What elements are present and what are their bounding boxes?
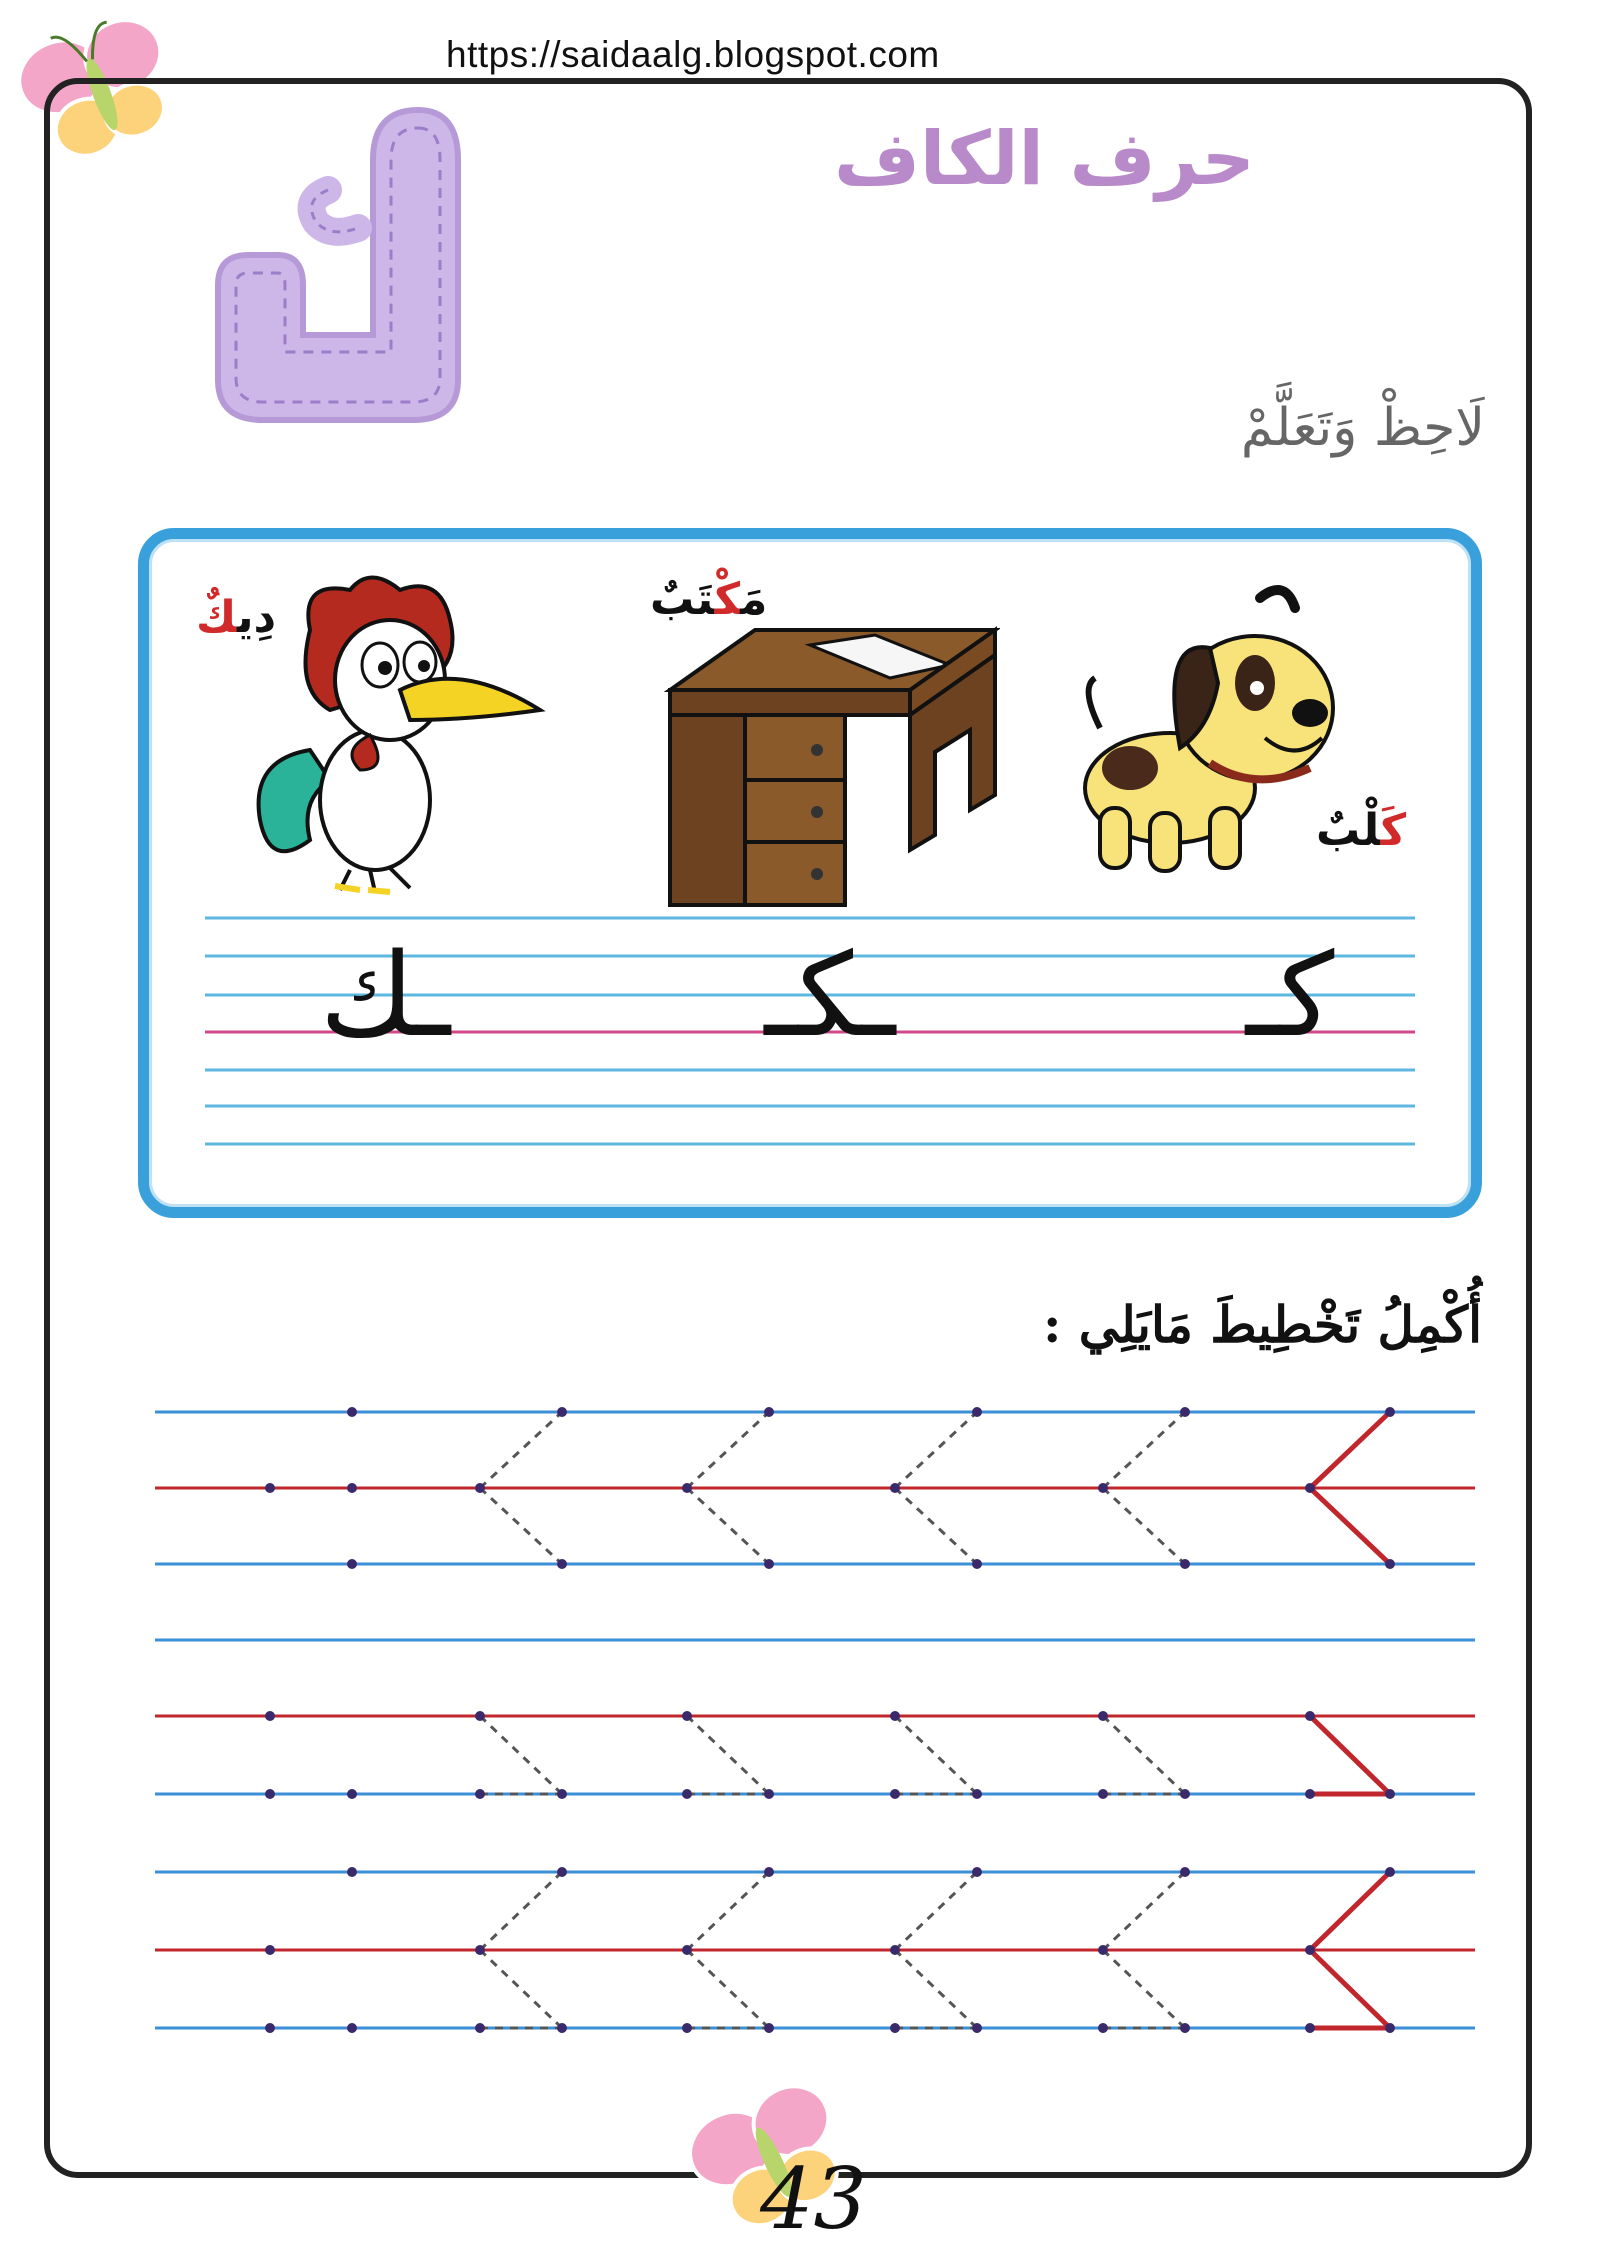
guide-dot [347,1789,357,1799]
hook-stroke [1310,1716,1390,1794]
chevron-stroke [1310,1488,1390,1564]
big-letter-kaf-graphic [208,80,468,460]
guide-dot [475,2023,485,2033]
guide-dot [1098,1945,1108,1955]
guide-dot [764,1407,774,1417]
guide-dot [1305,1945,1315,1955]
guide-dot [972,1789,982,1799]
chevron-stroke [1103,1412,1185,1488]
guide-dot [972,2023,982,2033]
exercise-instruction: أُكْمِلُ تَخْطِيطَ مَايَلِي : [1042,1295,1482,1354]
chevron-stroke [687,1412,769,1488]
kaf-stroke [1103,1872,1185,1950]
guide-dot [1098,1711,1108,1721]
guide-dot [557,1407,567,1417]
guide-dot [1180,1789,1190,1799]
kaf-stroke [1310,1950,1390,2028]
guide-dot [557,1867,567,1877]
guide-dot [1305,1789,1315,1799]
hook-stroke [687,1716,769,1794]
guide-dot [682,1945,692,1955]
kaf-stroke [895,1950,977,2028]
guide-dot [347,2023,357,2033]
guide-dot [265,2023,275,2033]
source-url: https://saidaalg.blogspot.com [446,34,940,75]
guide-dot [1385,2023,1395,2033]
dog-icon [1060,578,1360,878]
guide-dot [265,1483,275,1493]
word-dog: كَلْبٌ [1316,805,1407,856]
guide-dot [265,1789,275,1799]
guide-dot [890,1945,900,1955]
page-number: 43 [760,2150,867,2248]
chevron-stroke [480,1488,562,1564]
guide-dot [1180,1559,1190,1569]
hook-stroke [1103,1716,1185,1794]
kaf-stroke [1310,1872,1390,1950]
observe-learn-heading: لَاحِظْ وَتَعَلَّمْ [1240,398,1485,458]
rooster-icon [240,570,550,900]
guide-dot [265,1711,275,1721]
chevron-stroke [895,1412,977,1488]
chevron-stroke [1103,1488,1185,1564]
letter-form-medial: ـكـ [764,929,896,1063]
guide-dot [347,1867,357,1877]
guide-dot [1305,1483,1315,1493]
guide-dot [1385,1559,1395,1569]
guide-dot [557,1789,567,1799]
guide-dot [1180,1407,1190,1417]
guide-dot [1385,1867,1395,1877]
guide-dot [682,1711,692,1721]
chevron-stroke [1310,1412,1390,1488]
guide-dot [347,1407,357,1417]
guide-dot [1098,1483,1108,1493]
guide-dot [1385,1407,1395,1417]
guide-dot [890,1789,900,1799]
letter-form-initial: كـ [1245,929,1335,1063]
guide-dot [682,1483,692,1493]
guide-dot [265,1945,275,1955]
guide-dot [682,1789,692,1799]
guide-dot [475,1483,485,1493]
guide-dot [475,1789,485,1799]
hook-stroke [480,1716,562,1794]
kaf-stroke [480,1872,562,1950]
kaf-stroke [687,1872,769,1950]
guide-dot [890,2023,900,2033]
guide-dot [1098,2023,1108,2033]
chevron-stroke [895,1488,977,1564]
guide-dot [1385,1789,1395,1799]
letter-form-final: ـك [319,929,451,1063]
guide-dot [764,1559,774,1569]
guide-dot [890,1483,900,1493]
word-desk: مَكْتَبٌ [650,574,768,625]
guide-dot [972,1407,982,1417]
chevron-stroke [480,1412,562,1488]
guide-dot [972,1559,982,1569]
hook-stroke [895,1716,977,1794]
guide-dot [557,1559,567,1569]
guide-dot [475,1711,485,1721]
kaf-stroke [895,1872,977,1950]
guide-dot [764,1789,774,1799]
tracing-exercise [150,1390,1480,2080]
guide-dot [1305,1711,1315,1721]
kaf-stroke [480,1950,562,2028]
guide-dot [347,1559,357,1569]
guide-dot [347,1483,357,1493]
letter-forms-lines [200,900,1420,1160]
guide-dot [682,2023,692,2033]
page-title: حرف الكاف [833,116,1255,202]
desk-icon [660,620,1000,910]
guide-dot [475,1945,485,1955]
guide-dot [764,2023,774,2033]
kaf-stroke [687,1950,769,2028]
guide-dot [972,1867,982,1877]
word-rooster: دِيكٌ [196,592,277,643]
guide-dot [1098,1789,1108,1799]
kaf-stroke [1103,1950,1185,2028]
guide-dot [557,2023,567,2033]
guide-dot [1180,1867,1190,1877]
guide-dot [890,1711,900,1721]
chevron-stroke [687,1488,769,1564]
guide-dot [1305,2023,1315,2033]
guide-dot [1180,2023,1190,2033]
guide-dot [764,1867,774,1877]
